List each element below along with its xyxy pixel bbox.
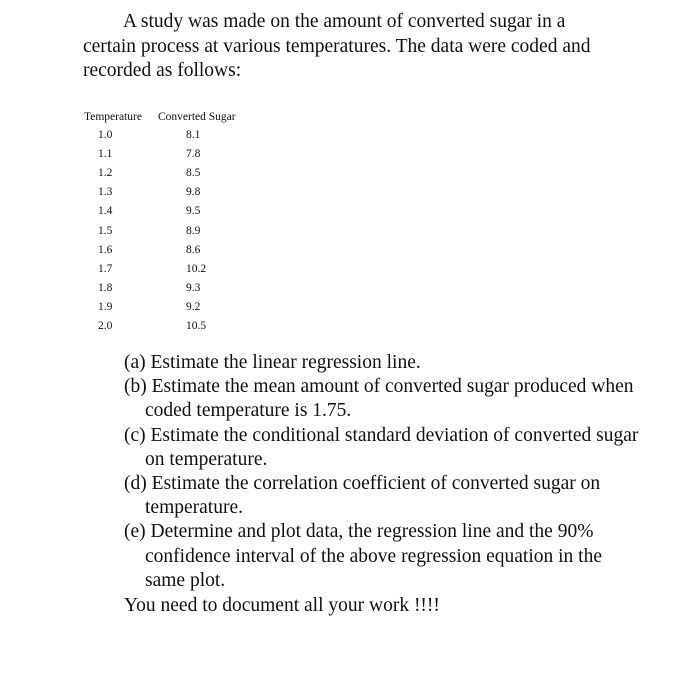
sugar-cell: 10.2 xyxy=(186,262,207,275)
question-b: (b) Estimate the mean amount of converted sugar produced when coded temperature is 1.75. xyxy=(124,376,634,422)
table-row xyxy=(84,298,250,317)
sugar-cell: 8.6 xyxy=(186,243,201,256)
table-row xyxy=(84,125,250,144)
sugar-cell: 8.5 xyxy=(186,166,201,179)
table-header-row xyxy=(84,108,250,125)
sugar-cell: 10.5 xyxy=(186,320,207,333)
sugar-cell: 9.2 xyxy=(186,301,201,314)
sugar-cell: 9.3 xyxy=(186,282,201,295)
question-a: (a) Estimate the linear regression line. xyxy=(124,352,421,373)
header-converted-sugar: Converted Sugar xyxy=(158,110,236,123)
question-c: (c) Estimate the conditional standard deviation of converted sugar on temperature. xyxy=(124,424,639,470)
question-list xyxy=(124,351,644,593)
table-row xyxy=(84,144,250,163)
table-row xyxy=(84,259,250,278)
table-row xyxy=(84,202,250,221)
data-table xyxy=(84,108,250,336)
header-temperature: Temperature xyxy=(84,110,142,123)
temperature-cell: 1.6 xyxy=(98,243,113,256)
closing-note: You need to document all your work !!!! xyxy=(124,595,440,616)
table-row xyxy=(84,317,250,336)
table-row xyxy=(84,279,250,298)
table-row xyxy=(84,221,250,240)
table-row xyxy=(84,163,250,182)
table-row xyxy=(84,240,250,259)
sugar-cell: 8.9 xyxy=(186,224,201,237)
sugar-cell: 7.8 xyxy=(186,147,201,160)
temperature-cell: 1.4 xyxy=(98,205,113,218)
table-row xyxy=(84,183,250,202)
temperature-cell: 1.2 xyxy=(98,166,113,179)
sugar-cell: 8.1 xyxy=(186,128,201,141)
temperature-cell: 1.3 xyxy=(98,186,113,199)
temperature-cell: 1.9 xyxy=(98,301,113,314)
sugar-cell: 9.8 xyxy=(186,186,201,199)
intro-paragraph: A study was made on the amount of converted sugar in a certain process at various temperatures. The data were coded and recorded as follows: xyxy=(83,11,591,81)
temperature-cell: 1.8 xyxy=(98,282,113,295)
temperature-cell: 1.0 xyxy=(98,128,113,141)
temperature-cell: 1.1 xyxy=(98,147,113,160)
temperature-cell: 1.7 xyxy=(98,262,113,275)
sugar-cell: 9.5 xyxy=(186,205,201,218)
question-e: (e) Determine and plot data, the regression line and the 90% confidence interval of the above regression equation in the same plot. xyxy=(124,521,602,591)
temperature-cell: 2.0 xyxy=(98,320,113,333)
question-d: (d) Estimate the correlation coefficient of converted sugar on temperature. xyxy=(124,473,601,519)
temperature-cell: 1.5 xyxy=(98,224,113,237)
